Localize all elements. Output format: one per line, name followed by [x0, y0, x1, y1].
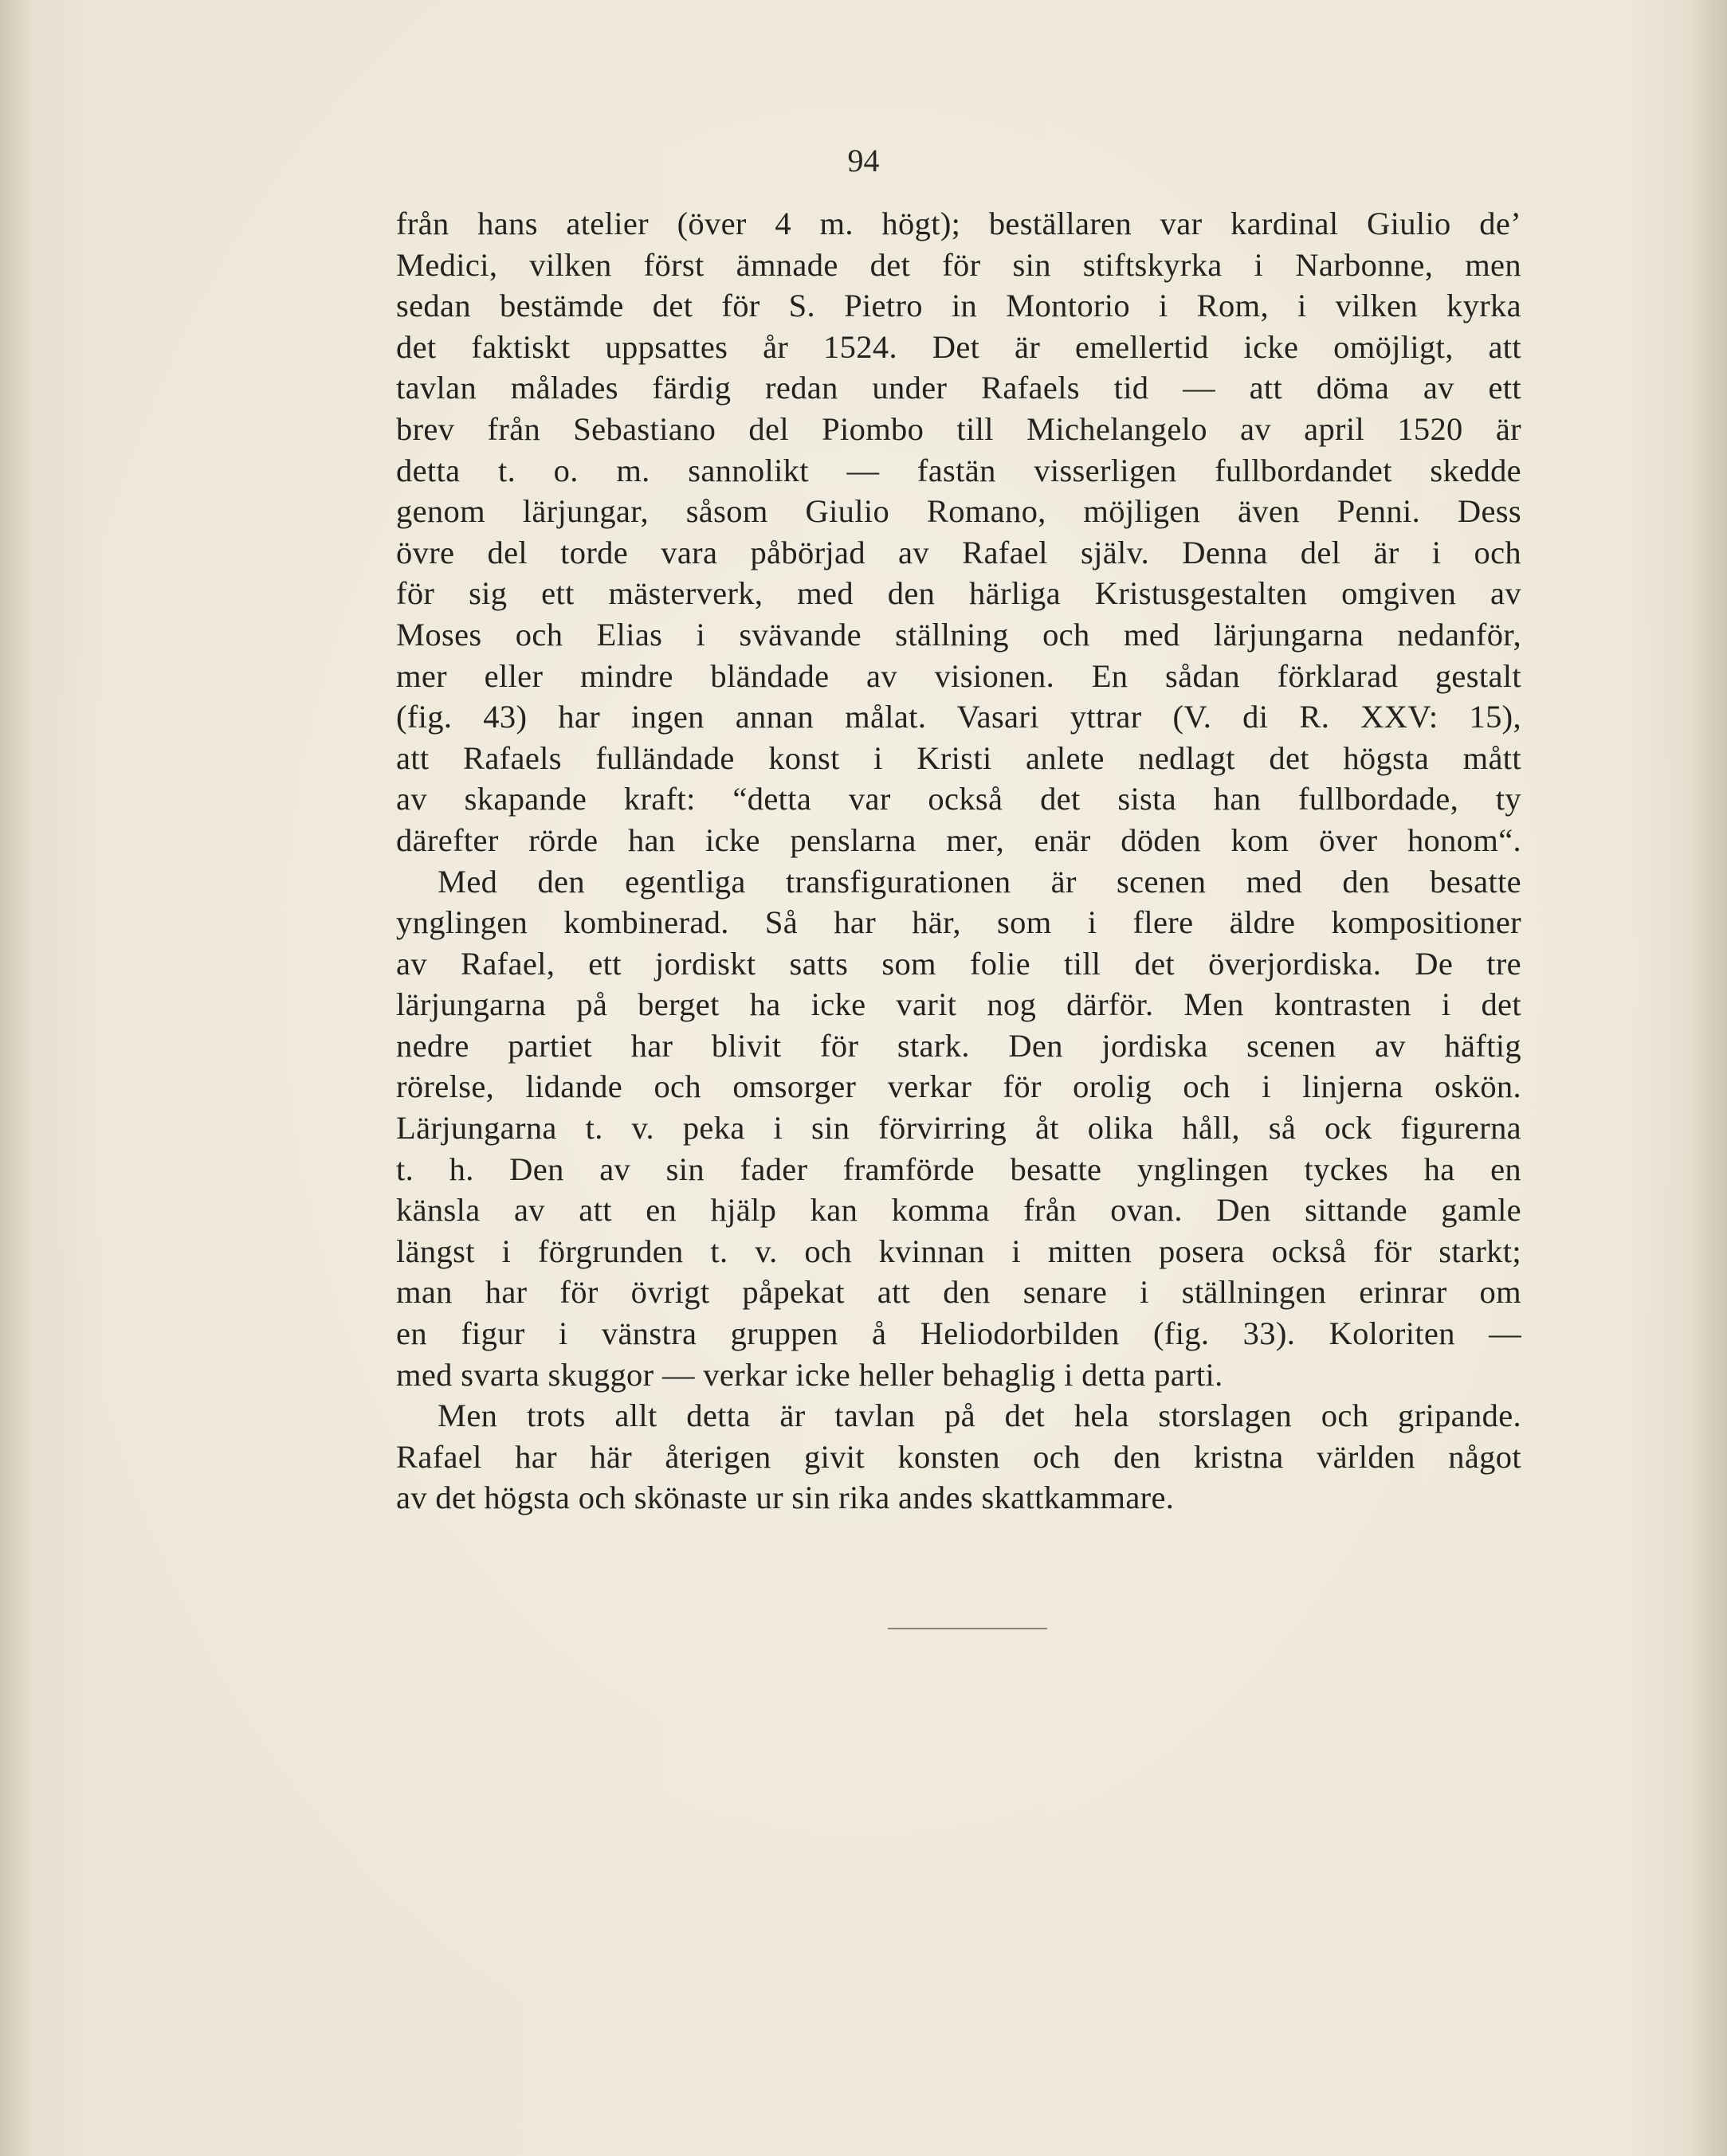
text-line: en figur i vänstra gruppen å Heliodorbilden (fig. 33). Koloriten —	[396, 1315, 1521, 1352]
paragraph-1	[396, 203, 1521, 861]
text-line: sedan bestämde det för S. Pietro in Montorio i Rom, i vilken kyrka	[396, 288, 1521, 324]
text-line: genom lärjungar, såsom Giulio Romano, möjligen även Penni. Dess	[396, 493, 1521, 530]
text-line: känsla av att en hjälp kan komma från ovan. Den sittande gamle	[396, 1192, 1521, 1229]
text-line: med svarta skuggor — verkar icke heller behaglig i detta parti.	[396, 1356, 1223, 1393]
page-number: 94	[847, 143, 880, 178]
text-line: från hans atelier (över 4 m. högt); beställaren var kardinal Giulio de’	[396, 206, 1521, 241]
paragraph-3	[396, 1395, 1521, 1519]
text-line: längst i förgrunden t. v. och kvinnan i mitten posera också för starkt;	[396, 1233, 1521, 1269]
text-line: för sig ett mästerverk, med den härliga Kristusgestalten omgiven av	[396, 575, 1521, 612]
text-line: därefter rörde han icke penslarna mer, enär döden kom över honom“.	[396, 821, 1521, 858]
text-line: tavlan målades färdig redan under Rafaels tid — att döma av ett	[396, 370, 1521, 406]
text-line: övre del torde vara påbörjad av Rafael själv. Denna del är i och	[396, 534, 1521, 570]
text-line: Med den egentliga transfigurationen är scenen med den besatte	[438, 863, 1521, 900]
text-line: rörelse, lidande och omsorger verkar för orolig och i linjerna oskön.	[396, 1068, 1521, 1105]
body-text	[396, 203, 1521, 1519]
paragraph-2	[396, 861, 1521, 1396]
text-line: detta t. o. m. sannolikt — fastän visserligen fullbordandet skedde	[396, 452, 1521, 488]
text-line: av det högsta och skönaste ur sin rika andes skattkammare.	[396, 1480, 1175, 1516]
text-line: Men trots allt detta är tavlan på det hela storslagen och gripande.	[438, 1397, 1521, 1434]
page-edge-shadow-left	[0, 0, 32, 2156]
section-divider-rule	[888, 1628, 1047, 1629]
text-line: t. h. Den av sin fader framförde besatte ynglingen tyckes ha en	[396, 1151, 1521, 1187]
page-edge-shadow-right	[1687, 0, 1727, 2156]
text-line: mer eller mindre bländade av visionen. En sådan förklarad gestalt	[396, 657, 1521, 694]
text-line: av skapande kraft: “detta var också det sista han fullbordade, ty	[396, 781, 1521, 817]
text-line: brev från Sebastiano del Piombo till Michelangelo av april 1520 är	[396, 410, 1521, 447]
text-line: att Rafaels fulländade konst i Kristi anlete nedlagt det högsta mått	[396, 739, 1521, 776]
text-line: man har för övrigt påpekat att den senare i ställningen erinrar om	[396, 1274, 1521, 1311]
text-line: det faktiskt uppsattes år 1524. Det är emellertid icke omöjligt, att	[396, 328, 1521, 365]
text-line: ynglingen kombinerad. Så har här, som i flere äldre kompositioner	[396, 904, 1521, 941]
text-line: lärjungarna på berget ha icke varit nog därför. Men kontrasten i det	[396, 986, 1521, 1023]
text-line: (fig. 43) har ingen annan målat. Vasari yttrar (V. di R. XXV: 15),	[396, 699, 1521, 735]
text-line: Rafael har här återigen givit konsten och den kristna världen något	[396, 1438, 1521, 1475]
text-line: av Rafael, ett jordiskt satts som folie till det överjordiska. De tre	[396, 945, 1521, 982]
text-line: Moses och Elias i svävande ställning och med lärjungarna nedanför,	[396, 616, 1521, 653]
text-line: Medici, vilken först ämnade det för sin stiftskyrka i Narbonne, men	[396, 246, 1521, 283]
text-line: Lärjungarna t. v. peka i sin förvirring åt olika håll, så ock figurerna	[396, 1110, 1521, 1147]
text-line: nedre partiet har blivit för stark. Den jordiska scenen av häftig	[396, 1027, 1521, 1064]
